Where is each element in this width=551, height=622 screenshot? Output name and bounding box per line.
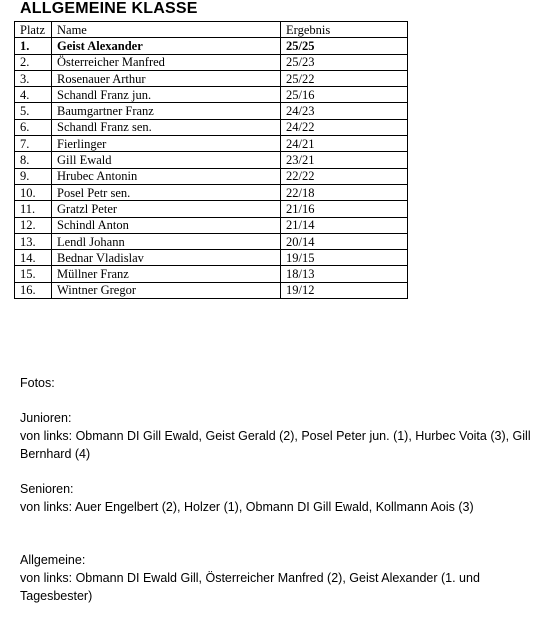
- table-row: [15, 201, 408, 217]
- cell-platz: 14.: [15, 250, 52, 266]
- table-row: [15, 136, 408, 152]
- table-row: [15, 38, 408, 54]
- table-row: [15, 152, 408, 168]
- cell-ergebnis: 22/22: [281, 168, 408, 184]
- cell-name: Gratzl Peter: [52, 201, 281, 217]
- cell-platz: 12.: [15, 217, 52, 233]
- header-platz: Platz: [15, 22, 52, 38]
- cell-platz: 10.: [15, 184, 52, 200]
- table-row: [15, 282, 408, 298]
- cell-name: Schandl Franz sen.: [52, 119, 281, 135]
- table-row: [15, 266, 408, 282]
- cell-platz: 6.: [15, 119, 52, 135]
- cell-ergebnis: 25/22: [281, 70, 408, 86]
- cell-name: Fierlinger: [52, 136, 281, 152]
- header-name: Name: [52, 22, 281, 38]
- cell-platz: 2.: [15, 54, 52, 70]
- cell-name: Rosenauer Arthur: [52, 70, 281, 86]
- cell-ergebnis: 24/21: [281, 136, 408, 152]
- table-row: [15, 217, 408, 233]
- results-table: [14, 21, 408, 299]
- cell-name: Müllner Franz: [52, 266, 281, 282]
- cell-name: Wintner Gregor: [52, 282, 281, 298]
- cell-ergebnis: 19/12: [281, 282, 408, 298]
- cell-ergebnis: 21/14: [281, 217, 408, 233]
- cell-platz: 5.: [15, 103, 52, 119]
- cell-ergebnis: 23/21: [281, 152, 408, 168]
- cell-ergebnis: 21/16: [281, 201, 408, 217]
- cell-platz: 13.: [15, 233, 52, 249]
- cell-name: Gill Ewald: [52, 152, 281, 168]
- table-row: [15, 233, 408, 249]
- cell-name: Posel Petr sen.: [52, 184, 281, 200]
- cell-platz: 1.: [15, 38, 52, 54]
- cell-ergebnis: 25/25: [281, 38, 408, 54]
- allgemeine-title: Allgemeine:: [20, 553, 86, 567]
- cell-platz: 3.: [15, 70, 52, 86]
- cell-ergebnis: 24/22: [281, 119, 408, 135]
- cell-name: Bednar Vladislav: [52, 250, 281, 266]
- cell-ergebnis: 22/18: [281, 184, 408, 200]
- senioren-title: Senioren:: [20, 482, 74, 496]
- cell-ergebnis: 24/23: [281, 103, 408, 119]
- table-row: [15, 119, 408, 135]
- table-row: [15, 103, 408, 119]
- fotos-label: Fotos:: [20, 376, 55, 390]
- table-row: [15, 250, 408, 266]
- table-row: [15, 87, 408, 103]
- table-header-row: [15, 22, 408, 38]
- section-heading: ALLGEMEINE KLASSE: [20, 0, 198, 17]
- header-ergebnis: Ergebnis: [281, 22, 408, 38]
- cell-platz: 7.: [15, 136, 52, 152]
- cell-name: Schandl Franz jun.: [52, 87, 281, 103]
- table-row: [15, 54, 408, 70]
- cell-name: Lendl Johann: [52, 233, 281, 249]
- table-row: [15, 70, 408, 86]
- cell-platz: 4.: [15, 87, 52, 103]
- cell-platz: 11.: [15, 201, 52, 217]
- cell-ergebnis: 18/13: [281, 266, 408, 282]
- cell-name: Hrubec Antonin: [52, 168, 281, 184]
- cell-name: Österreicher Manfred: [52, 54, 281, 70]
- photo-notes: [20, 374, 540, 605]
- cell-platz: 9.: [15, 168, 52, 184]
- cell-name: Schindl Anton: [52, 217, 281, 233]
- cell-platz: 15.: [15, 266, 52, 282]
- cell-ergebnis: 20/14: [281, 233, 408, 249]
- cell-ergebnis: 25/16: [281, 87, 408, 103]
- allgemeine-text: von links: Obmann DI Ewald Gill, Österreicher Manfred (2), Geist Alexander (1. und Tagesbester): [20, 571, 480, 603]
- table-row: [15, 168, 408, 184]
- table-row: [15, 184, 408, 200]
- cell-ergebnis: 25/23: [281, 54, 408, 70]
- cell-platz: 8.: [15, 152, 52, 168]
- junioren-title: Junioren:: [20, 411, 72, 425]
- junioren-text: von links: Obmann DI Gill Ewald, Geist Gerald (2), Posel Peter jun. (1), Hurbec Voita (3), Gill Bernhard (4): [20, 429, 531, 461]
- cell-name: Geist Alexander: [52, 38, 281, 54]
- cell-name: Baumgartner Franz: [52, 103, 281, 119]
- cell-ergebnis: 19/15: [281, 250, 408, 266]
- senioren-text: von links: Auer Engelbert (2), Holzer (1), Obmann DI Gill Ewald, Kollmann Aois (3): [20, 500, 474, 514]
- cell-platz: 16.: [15, 282, 52, 298]
